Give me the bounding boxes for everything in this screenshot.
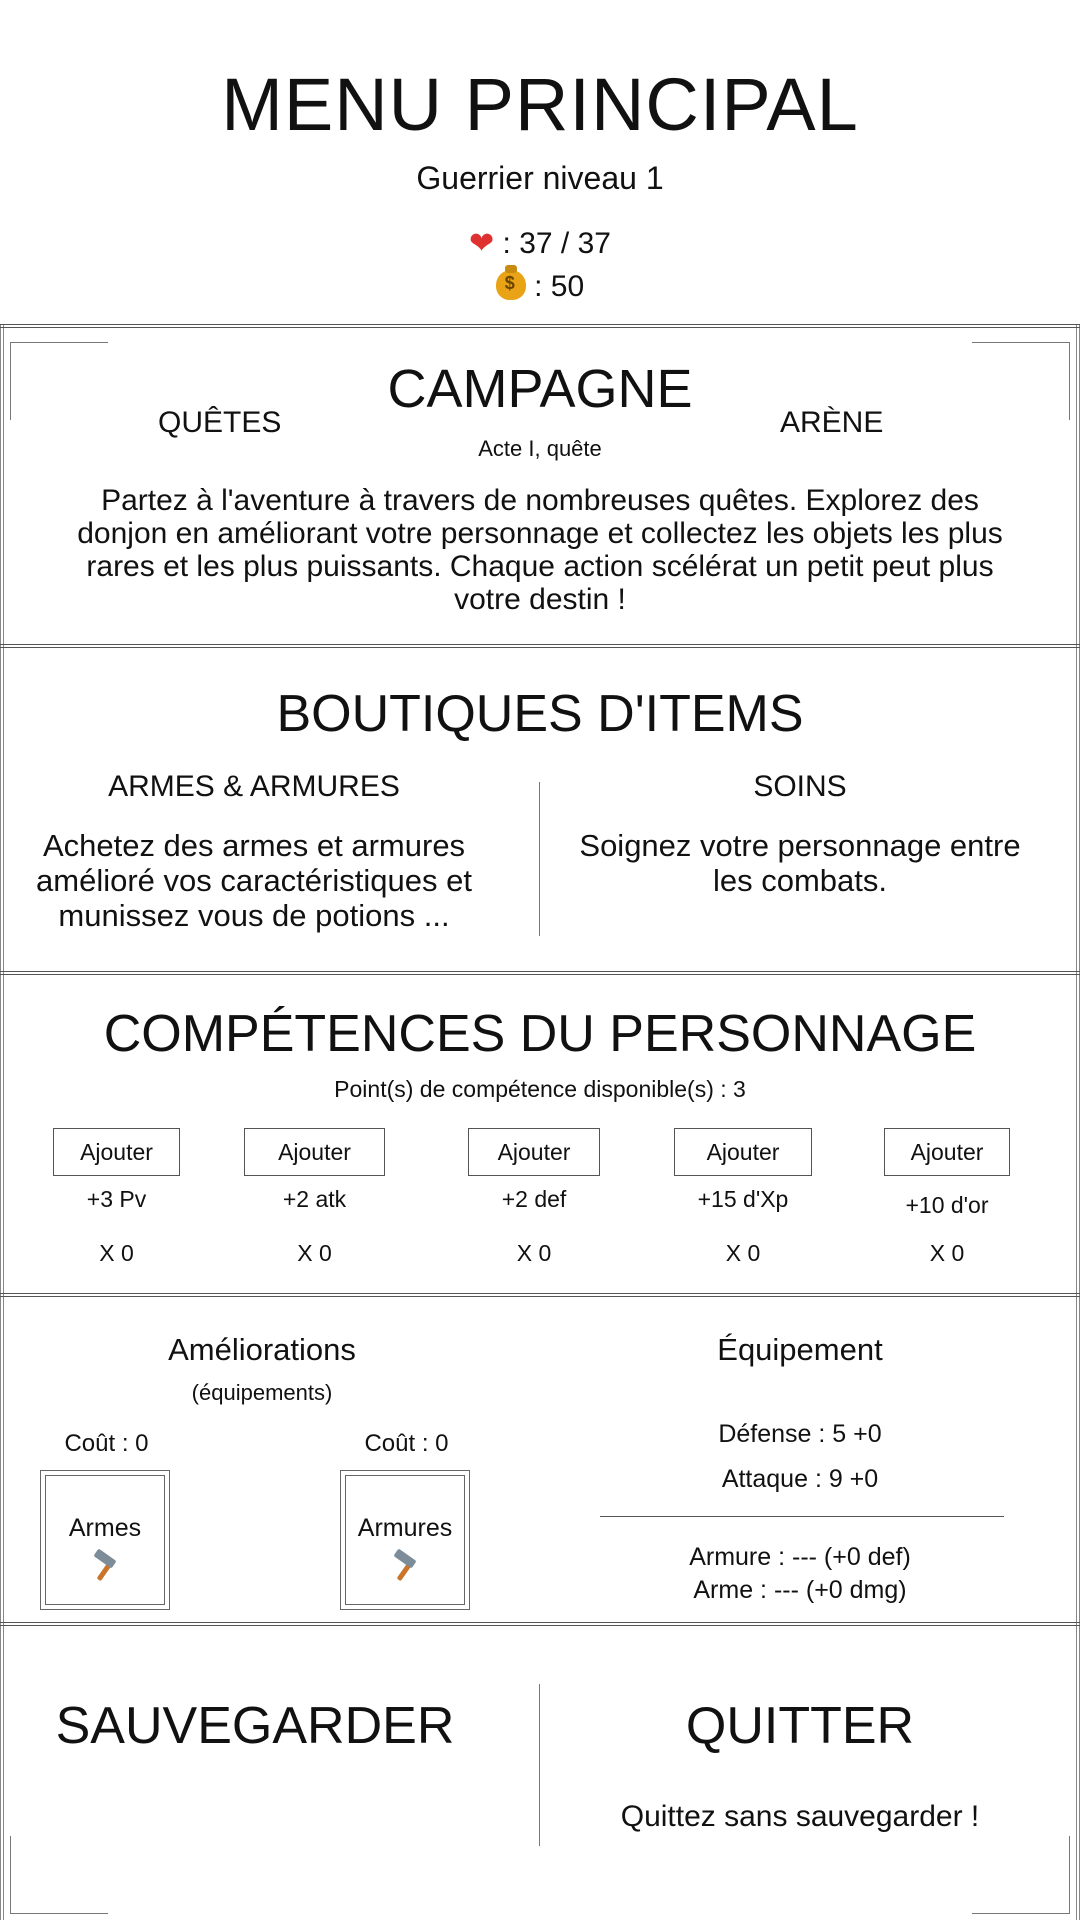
section-divider — [0, 324, 1080, 328]
defense-stat: Défense : 5 +0 — [718, 1420, 882, 1448]
frame-left-border — [0, 324, 4, 1920]
equipped-armor: Armure : --- (+0 def) — [689, 1543, 911, 1571]
skill-gold — [884, 1128, 1010, 1266]
weapons-upgrade-label: Armes — [68, 1514, 142, 1542]
campaign-title[interactable]: CAMPAGNE — [387, 359, 693, 419]
add-gold-button[interactable]: Ajouter — [884, 1128, 1010, 1176]
campaign-progress: Acte I, quête — [478, 436, 602, 461]
money-bag-icon — [496, 270, 526, 300]
column-divider — [539, 1684, 540, 1846]
save-button[interactable]: SAUVEGARDER — [55, 1697, 455, 1755]
skill-count: X 0 — [297, 1240, 332, 1266]
heal-shop[interactable] — [560, 770, 1040, 898]
gold-value: : 50 — [534, 270, 585, 303]
armors-upgrade-label: Armures — [357, 1514, 453, 1542]
character-class-level: Guerrier niveau 1 — [416, 160, 664, 196]
upgrades-subtitle: (équipements) — [191, 1380, 333, 1405]
health-stat — [0, 226, 1080, 261]
skill-atk — [244, 1128, 385, 1266]
equipment-divider — [600, 1516, 1004, 1517]
skill-xp — [674, 1128, 812, 1266]
skill-label: +10 d'or — [905, 1192, 989, 1218]
corner-bracket — [10, 1836, 108, 1914]
section-divider — [0, 1293, 1080, 1297]
page-title: MENU PRINCIPAL — [221, 63, 859, 146]
arms-armors-shop[interactable] — [20, 770, 488, 933]
hammer-icon — [390, 1551, 420, 1581]
equipped-weapon: Arme : --- (+0 dmg) — [693, 1576, 907, 1604]
add-atk-button[interactable]: Ajouter — [244, 1128, 385, 1176]
skill-label: +2 atk — [282, 1186, 347, 1212]
armors-upgrade-button[interactable] — [340, 1470, 470, 1610]
add-hp-button[interactable]: Ajouter — [53, 1128, 180, 1176]
armors-upgrade-cost: Coût : 0 — [364, 1430, 449, 1457]
attack-stat: Attaque : 9 +0 — [721, 1465, 879, 1493]
hammer-icon — [90, 1551, 120, 1581]
section-divider — [0, 1622, 1080, 1626]
skill-count: X 0 — [516, 1240, 552, 1266]
quit-description: Quittez sans sauvegarder ! — [620, 1800, 980, 1833]
skill-count: X 0 — [929, 1240, 965, 1266]
quit-button[interactable]: QUITTER — [685, 1697, 915, 1755]
skill-points-available: Point(s) de compétence disponible(s) : 3 — [334, 1076, 746, 1102]
health-value: : 37 / 37 — [502, 227, 611, 260]
arms-armors-shop-title[interactable]: ARMES & ARMURES — [108, 770, 400, 803]
skill-label: +15 d'Xp — [697, 1186, 789, 1212]
skill-hp — [53, 1128, 180, 1266]
gold-stat — [0, 270, 1080, 304]
heal-shop-title[interactable]: SOINS — [753, 770, 847, 803]
corner-bracket — [972, 1836, 1070, 1914]
skill-count: X 0 — [725, 1240, 761, 1266]
add-def-button[interactable]: Ajouter — [468, 1128, 600, 1176]
armors-upgrade-inner[interactable] — [345, 1475, 465, 1605]
heal-shop-description: Soignez votre personnage entre les combats. — [579, 828, 1021, 898]
column-divider — [539, 782, 540, 936]
arena-button[interactable]: ARÈNE — [780, 406, 884, 439]
frame-right-border — [1076, 324, 1080, 1920]
section-divider — [0, 971, 1080, 975]
weapons-upgrade-inner[interactable] — [45, 1475, 165, 1605]
weapons-upgrade-button[interactable] — [40, 1470, 170, 1610]
shops-title: BOUTIQUES D'ITEMS — [276, 685, 804, 743]
weapons-upgrade-cost: Coût : 0 — [64, 1430, 149, 1457]
skill-count: X 0 — [99, 1240, 134, 1266]
skills-title: COMPÉTENCES DU PERSONNAGE — [103, 1005, 977, 1063]
equipment-title: Équipement — [717, 1332, 883, 1367]
section-divider — [0, 644, 1080, 648]
add-xp-button[interactable]: Ajouter — [674, 1128, 812, 1176]
arms-armors-shop-description: Achetez des armes et armures amélioré vos caractéristiques et munissez vous de potions ... — [36, 828, 472, 933]
upgrades-title: Améliorations — [168, 1332, 356, 1367]
skill-label: +2 def — [501, 1186, 567, 1212]
skill-def — [468, 1128, 600, 1266]
quests-button[interactable]: QUÊTES — [158, 406, 282, 439]
skill-label: +3 Pv — [86, 1186, 147, 1212]
heart-icon: ❤ — [469, 227, 495, 260]
campaign-description: Partez à l'aventure à travers de nombreuses quêtes. Explorez des donjon en améliorant votre personnage et collectez les objets les plus rares et les plus puissants. Chaque action scélérat un petit peut plus votre destin ! — [77, 484, 1003, 616]
